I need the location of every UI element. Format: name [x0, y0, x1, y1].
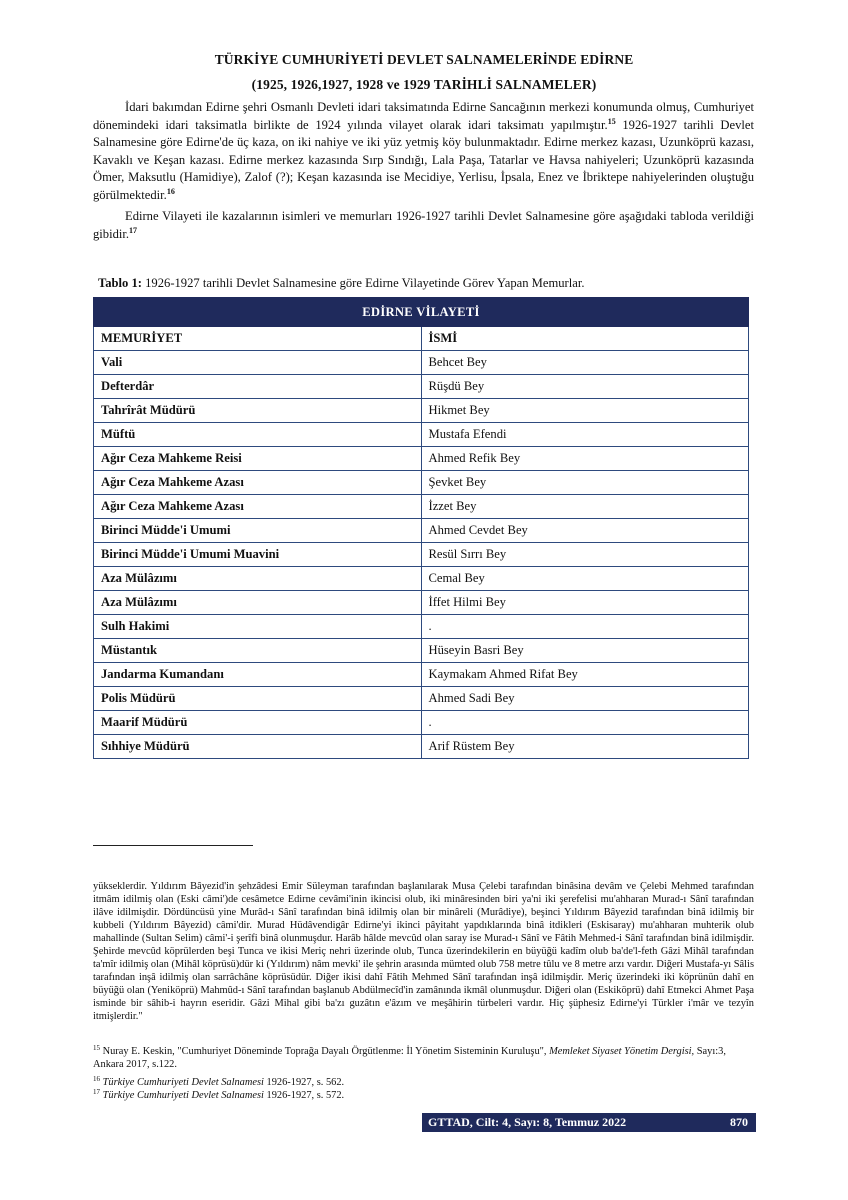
name-cell: Hikmet Bey [421, 399, 749, 423]
footnote-17 [93, 1089, 754, 1102]
table-row [94, 423, 749, 447]
paragraph-2-text: Edirne Vilayeti ile kazalarının isimleri ve memurları 1926-1927 tarihli Devlet Salnamesine göre aşağıdaki tabloda verildiği gibidir. [93, 209, 754, 241]
footnote-15-rest: Sayı:3, Ankara 2017, s.122. [93, 1046, 726, 1071]
table-header-row [94, 327, 749, 351]
paragraph-1-text-b: 1926-1927 tarihli Devlet Salnamesine göre Edirne'de üç kaza, on iki nahiye ve iki yüz yetmiş köy bulunmaktadır. Edirne merkez kazası, Uzunköprü kazası, Kavaklı ve Keşan kazası. Edirne merkez kazasında Sırp Sındığı, Lala Paşa, Tatarlar ve Havsa nahiyeleri; Uzunköprü kazasında Ömer, Maksutlu (Hamidiye), Zalof (?); Keşan kazasında ise Mecidiye, Yerlisu, İpsala, Enez ve İbriktepe nahiyelerinden oluştuğu görülmektedir. [93, 117, 754, 202]
name-cell: Arif Rüstem Bey [421, 735, 749, 759]
table-row [94, 735, 749, 759]
role-cell: Birinci Müdde'i Umumi Muavini [94, 543, 422, 567]
paragraph-1-text-a: İdari bakımdan Edirne şehri Osmanlı Devleti idari taksimatında Edirne Sancağının merkezi konumunda olmuş, Cumhuriyet dönemindeki idari taksimatla birlikte de 1924 yılında vilayet olarak idari taksimatı yapılmıştır. [93, 100, 754, 132]
page-subtitle: (1925, 1926,1927, 1928 ve 1929 TARİHLİ SALNAMELER) [251, 77, 597, 92]
name-cell: Ahmed Refik Bey [421, 447, 749, 471]
page-title: TÜRKİYE CUMHURİYETİ DEVLET SALNAMELERİNDE EDİRNE [214, 52, 634, 67]
footnote-16 [93, 1076, 754, 1089]
table-heading: EDİRNE VİLAYETİ [94, 298, 749, 327]
name-cell: . [421, 615, 749, 639]
role-cell: Jandarma Kumandanı [94, 663, 422, 687]
name-cell: Hüseyin Basri Bey [421, 639, 749, 663]
footnote-16-rest: 1926-1927, s. 562. [263, 1077, 345, 1088]
role-cell: Müstantık [94, 639, 422, 663]
table-row [94, 447, 749, 471]
table-row [94, 495, 749, 519]
role-cell: Ağır Ceza Mahkeme Azası [94, 495, 422, 519]
table-row [94, 519, 749, 543]
role-cell: Polis Müdürü [94, 687, 422, 711]
table-row [94, 567, 749, 591]
footnote-separator [93, 845, 253, 846]
name-cell: Ahmed Cevdet Bey [421, 519, 749, 543]
table-row [94, 615, 749, 639]
footnote-16-title: Türkiye Cumhuriyeti Devlet Salnamesi [102, 1077, 264, 1088]
table-row [94, 399, 749, 423]
name-cell: Ahmed Sadi Bey [421, 687, 749, 711]
footnote-15-text: Nuray E. Keskin, "Cumhuriyet Döneminde Toprağa Dayalı Örgütlenme: İl Yönetim Sisteminin Kuruluşu", [100, 1046, 550, 1057]
role-cell: Vali [94, 351, 422, 375]
name-cell: Behcet Bey [421, 351, 749, 375]
table-row [94, 543, 749, 567]
name-cell: Cemal Bey [421, 567, 749, 591]
role-cell: Aza Mülâzımı [94, 591, 422, 615]
role-cell: Ağır Ceza Mahkeme Reisi [94, 447, 422, 471]
footnote-ref-17[interactable]: 17 [129, 225, 138, 235]
table-caption [98, 276, 758, 291]
footer-journal-info: GTTAD, Cilt: 4, Sayı: 8, Temmuz 2022 [428, 1115, 627, 1129]
role-cell: Maarif Müdürü [94, 711, 422, 735]
table-caption-label: Tablo 1: [98, 276, 142, 290]
footnote-15-number: 15 [93, 1044, 100, 1052]
footnote-15 [93, 1045, 754, 1071]
role-cell: Ağır Ceza Mahkeme Azası [94, 471, 422, 495]
name-cell: . [421, 711, 749, 735]
name-cell: Resül Sırrı Bey [421, 543, 749, 567]
footnote-ref-16[interactable]: 16 [166, 186, 175, 196]
name-cell: Kaymakam Ahmed Rifat Bey [421, 663, 749, 687]
footnote-15-journal: Memleket Siyaset Yönetim Dergisi, [549, 1046, 695, 1057]
role-cell: Sıhhiye Müdürü [94, 735, 422, 759]
name-cell: İffet Hilmi Bey [421, 591, 749, 615]
footnote-17-rest: 1926-1927, s. 572. [263, 1090, 345, 1101]
role-cell: Defterdâr [94, 375, 422, 399]
footnote-17-title: Türkiye Cumhuriyeti Devlet Salnamesi [102, 1090, 264, 1101]
paragraph-2 [93, 208, 754, 243]
page-footer [422, 1113, 756, 1132]
table-row [94, 639, 749, 663]
role-cell: Müftü [94, 423, 422, 447]
name-cell: İzzet Bey [421, 495, 749, 519]
column-header-name: İSMİ [421, 327, 749, 351]
footnote-continued: yükseklerdir. Yıldırım Bâyezid'in şehzâdesi Emir Süleyman tarafından başlanılarak Musa Çelebi tarafından binâsina devâm ve Çelebi Mehmed tarafından itmâm idilmiş olan (Eski câmi')de cesâmetce Edirne cevâmi'inin ikincisi olub, iki minâresinden biri ya'ni iki şerefelisi mu'ahharan Murad-ı Sânî tarafından ilâve idilmişdir. Dördüncüsü yine Murâd-ı Sânî tarafından binâ idilmiş olan bir minâreli (Murâdiye), beşinci Yıldırım Bâyezid tarafından binâ idilmiş bir kubbeli (Yıldırım Bâyezid) câmi'dir. Murad Hüdâvendigâr Edirne'yi ikinci pâyitaht yapdıklarında binâ itdikleri (Eskisaray) mu'ahharan muhterik olub mahallinde (Sultan Selim) câmi'-i şerîfi binâ olunmuşdur. Harâb hâlde mevcûd olan saray ise Murad-ı Sânî ve Fâtih Mehmed-i Sânî tarafından binâ idilmişdir. Şehirde mevcûd köprülerden beşi Tunca ve ikisi Meriç nehri üzerinde olub, Tunca üzerindekilerin en büyüğü kadîm olub ba'de'l-feth Gâzi Mihâl tarafından ta'mîr idilmiş olan (Mihâl köprüsü)dür ki (Yıldırım) nâm mevki' ile şehrin arasında mümted olub 758 metre tûlu ve 8 metre arzı vardır. Diğeri Mustafa-yı Sâlis tarafından inşâ idilmiş olan sarrâchâne köprüsüdür. Diğer ikisi dahî Fâtih Mehmed Sânî tarafından inşâ idilmişdir. Meriç üzerindeki iki köprünün dahî en büyüğü olan (Yeniköprü) Mahmûd-ı Sânî tarafından başlanub Abdülmecîd'in zamânında ikmâl olunmuşdur. Diğeri olan (Eskiköprü) dahî Etmekci Ahmet Paşa isminde bir sâhib-i hayrın eseridir. Gâzi Mihal gibi ba'zı guzâtın e'âzım ve meşâhirin türbeleri vardır. Hiç şüphesiz Edirne'yi Türkler i'mâr ve tezyîn itmişlerdir." [93, 881, 754, 1023]
page-number: 870 [730, 1115, 748, 1129]
name-cell: Mustafa Efendi [421, 423, 749, 447]
paragraph-1 [93, 99, 754, 205]
footnote-17-number: 17 [93, 1088, 100, 1096]
table-row [94, 351, 749, 375]
table-row [94, 663, 749, 687]
table-row [94, 711, 749, 735]
role-cell: Tahrîrât Müdürü [94, 399, 422, 423]
table-row [94, 375, 749, 399]
name-cell: Şevket Bey [421, 471, 749, 495]
table-row [94, 591, 749, 615]
column-header-role: MEMURİYET [94, 327, 422, 351]
role-cell: Aza Mülâzımı [94, 567, 422, 591]
footnote-ref-15[interactable]: 15 [607, 116, 616, 126]
table-row [94, 687, 749, 711]
table-caption-text: 1926-1927 tarihli Devlet Salnamesine göre Edirne Vilayetinde Görev Yapan Memurlar. [141, 276, 585, 290]
officials-table [93, 297, 749, 759]
footnote-16-number: 16 [93, 1075, 100, 1083]
name-cell: Rüşdü Bey [421, 375, 749, 399]
table-row [94, 471, 749, 495]
role-cell: Sulh Hakimi [94, 615, 422, 639]
role-cell: Birinci Müdde'i Umumi [94, 519, 422, 543]
